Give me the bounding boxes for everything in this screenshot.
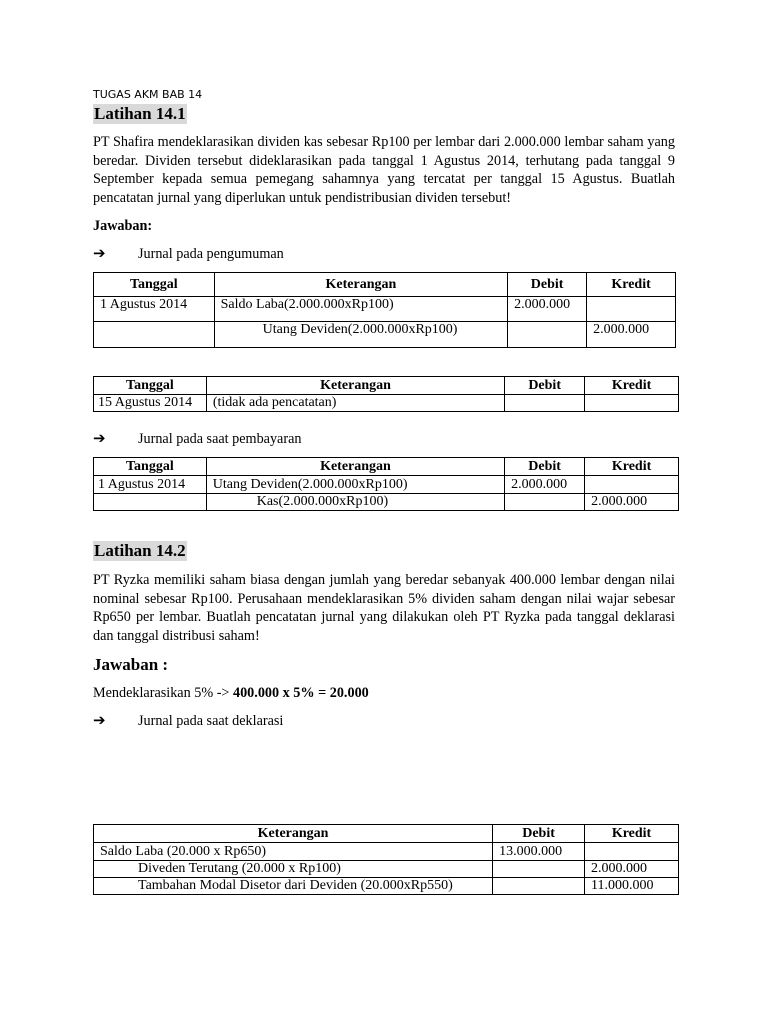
table-header-row xyxy=(94,273,676,297)
cell-tanggal: 1 Agustus 2014 xyxy=(94,297,215,322)
cell-kredit: 2.000.000 xyxy=(585,861,679,878)
cell-keterangan: Saldo Laba(2.000.000xRp100) xyxy=(214,297,508,322)
document-title: TUGAS AKM BAB 14 xyxy=(93,88,203,101)
cell-kredit xyxy=(585,476,679,494)
table-row xyxy=(94,297,676,322)
table-header-row xyxy=(94,377,679,395)
answer-label-2: Jawaban : xyxy=(93,655,169,674)
cell-keterangan: Utang Deviden(2.000.000xRp100) xyxy=(214,322,508,348)
header-keterangan: Keterangan xyxy=(206,458,504,476)
latihan-14-1-question: PT Shafira mendeklarasikan dividen kas sebesar Rp100 per lembar dari 2.000.000 lembar saham yang beredar. Dividen tersebut dideklarasikan pada tanggal 1 Agustus 2014, terhutang pada tanggal 9 September kepada semua pemegang sahamnya yang tercatat per tanggal 15 Agustus. Buatlah pencatatan jurnal yang diperlukan untuk pendistribusian dividen tersebut! xyxy=(93,134,675,206)
header-keterangan: Keterangan xyxy=(94,825,493,843)
arrow-right-icon: ➔ xyxy=(93,429,106,447)
table-row xyxy=(94,395,679,412)
cell-tanggal: 15 Agustus 2014 xyxy=(94,395,207,412)
header-kredit: Kredit xyxy=(587,273,676,297)
cell-keterangan: Kas(2.000.000xRp100) xyxy=(206,494,504,511)
journal-table-pencatatan xyxy=(93,376,679,412)
header-debit: Debit xyxy=(493,825,585,843)
header-tanggal: Tanggal xyxy=(94,273,215,297)
cell-keterangan: Saldo Laba (20.000 x Rp650) xyxy=(94,843,493,861)
header-kredit: Kredit xyxy=(585,825,679,843)
journal-table-pembayaran xyxy=(93,457,679,511)
table-row xyxy=(94,861,679,878)
cell-tanggal xyxy=(94,322,215,348)
header-tanggal: Tanggal xyxy=(94,458,207,476)
latihan-14-2-heading: Latihan 14.2 xyxy=(94,541,186,560)
cell-kredit: 2.000.000 xyxy=(587,322,676,348)
cell-kredit: 11.000.000 xyxy=(585,878,679,895)
table-header-row xyxy=(94,825,679,843)
cell-keterangan: Tambahan Modal Disetor dari Deviden (20.000xRp550) xyxy=(94,878,493,895)
arrow-right-icon: ➔ xyxy=(93,244,106,262)
table-row xyxy=(94,476,679,494)
table-row xyxy=(94,878,679,895)
header-debit: Debit xyxy=(505,377,585,395)
cell-kredit: 2.000.000 xyxy=(585,494,679,511)
header-debit: Debit xyxy=(505,458,585,476)
header-keterangan: Keterangan xyxy=(206,377,504,395)
cell-debit xyxy=(493,861,585,878)
journal-table-deklarasi xyxy=(93,824,679,895)
header-keterangan: Keterangan xyxy=(214,273,508,297)
cell-keterangan: (tidak ada pencatatan) xyxy=(206,395,504,412)
header-kredit: Kredit xyxy=(585,377,679,395)
cell-debit xyxy=(493,878,585,895)
cell-debit: 2.000.000 xyxy=(505,476,585,494)
cell-tanggal xyxy=(94,494,207,511)
latihan-14-2-question: PT Ryzka memiliki saham biasa dengan jumlah yang beredar sebanyak 400.000 lembar dengan nilai nominal sebesar Rp100. Perusahaan mendeklarasikan 5% dividen saham dengan nilai wajar sebesar Rp650 per lembar. Buatlah pencatatan jurnal yang dilakukan oleh PT Ryzka pada tanggal deklarasi dan tanggal distribusi saham! xyxy=(93,572,675,644)
table-row xyxy=(94,843,679,861)
arrow-item-deklarasi: ➔ Jurnal pada saat deklarasi xyxy=(93,711,284,729)
latihan-14-1-heading: Latihan 14.1 xyxy=(94,104,186,123)
cell-kredit xyxy=(585,395,679,412)
table-row xyxy=(94,322,676,348)
arrow-right-icon: ➔ xyxy=(93,711,106,729)
journal-table-pengumuman xyxy=(93,272,676,348)
arrow-item-pembayaran: ➔ Jurnal pada saat pembayaran xyxy=(93,429,302,447)
arrow-item-pengumuman: ➔ Jurnal pada pengumuman xyxy=(93,244,284,262)
cell-kredit xyxy=(587,297,676,322)
cell-keterangan: Diveden Terutang (20.000 x Rp100) xyxy=(94,861,493,878)
cell-debit: 2.000.000 xyxy=(508,297,587,322)
cell-debit xyxy=(505,494,585,511)
cell-kredit xyxy=(585,843,679,861)
header-debit: Debit xyxy=(508,273,587,297)
cell-debit xyxy=(505,395,585,412)
table-header-row xyxy=(94,458,679,476)
cell-debit xyxy=(508,322,587,348)
cell-debit: 13.000.000 xyxy=(493,843,585,861)
header-kredit: Kredit xyxy=(585,458,679,476)
table-row xyxy=(94,494,679,511)
calc-line: Mendeklarasikan 5% -> 400.000 x 5% = 20.000 xyxy=(93,685,369,701)
cell-tanggal: 1 Agustus 2014 xyxy=(94,476,207,494)
answer-label-1: Jawaban: xyxy=(93,218,153,234)
cell-keterangan: Utang Deviden(2.000.000xRp100) xyxy=(206,476,504,494)
header-tanggal: Tanggal xyxy=(94,377,207,395)
